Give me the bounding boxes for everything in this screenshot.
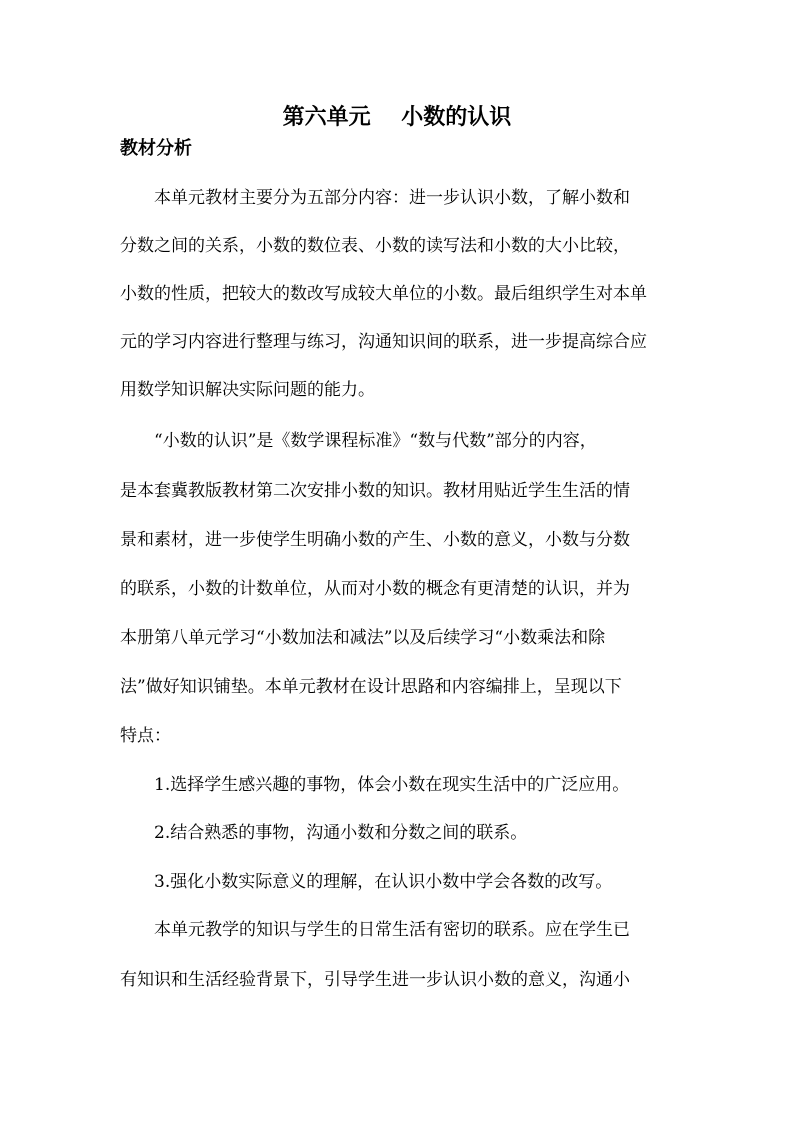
paragraph-line: 本单元教材主要分为五部分内容：进一步认识小数，了解小数和 — [120, 188, 630, 208]
paragraph-line: 用数学知识解决实际问题的能力。 — [120, 380, 375, 400]
paragraph-line: 特点： — [120, 726, 171, 746]
paragraph-line: 元的学习内容进行整理与练习，沟通知识间的联系，进一步提高综合应 — [120, 332, 647, 352]
paragraph-line: 是本套冀教版教材第二次安排小数的知识。教材用贴近学生生活的情 — [120, 481, 630, 501]
paragraph-line: “小数的认识”是《数学课程标准》“数与代数”部分的内容， — [120, 431, 597, 451]
list-item: 2.结合熟悉的事物，沟通小数和分数之间的联系。 — [120, 823, 528, 843]
section-heading: 教材分析 — [120, 138, 192, 159]
paragraph-line: 的联系，小数的计数单位，从而对小数的概念有更清楚的认识，并为 — [120, 579, 630, 599]
paragraph-line: 景和素材，进一步使学生明确小数的产生、小数的意义，小数与分数 — [120, 530, 630, 550]
paragraph-line: 小数的性质，把较大的数改写成较大单位的小数。最后组织学生对本单 — [120, 284, 647, 304]
list-item: 1.选择学生感兴趣的事物，体会小数在现实生活中的广泛应用。 — [120, 775, 630, 795]
paragraph-line: 有知识和生活经验背景下，引导学生进一步认识小数的意义，沟通小 — [120, 970, 630, 990]
list-item: 3.强化小数实际意义的理解，在认识小数中学会各数的改写。 — [120, 872, 613, 892]
page-title: 第六单元 小数的认识 — [282, 104, 512, 130]
paragraph-line: 本册第八单元学习“小数加法和减法”以及后续学习“小数乘法和除 — [120, 628, 606, 648]
paragraph-line: 分数之间的关系，小数的数位表、小数的读写法和小数的大小比较， — [120, 236, 630, 256]
paragraph-line: 本单元教学的知识与学生的日常生活有密切的联系。应在学生已 — [120, 920, 630, 940]
paragraph-line: 法”做好知识铺垫。本单元教材在设计思路和内容编排上，呈现以下 — [120, 677, 622, 697]
